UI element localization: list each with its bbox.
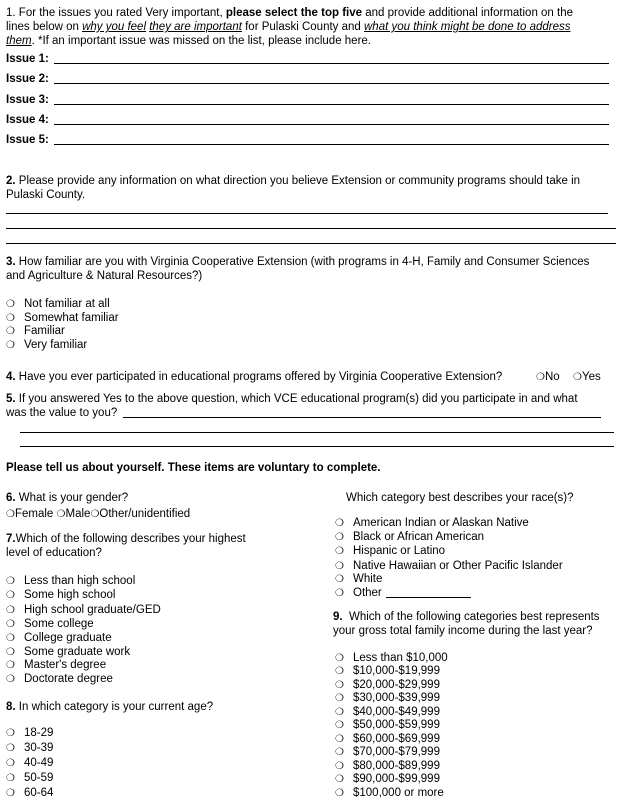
q9-number: 9. bbox=[333, 611, 343, 623]
issue-2-line[interactable] bbox=[54, 83, 609, 84]
q6-number: 6. bbox=[6, 492, 16, 504]
demographics-heading: Please tell us about yourself. These items are voluntary to complete. bbox=[6, 462, 381, 474]
race-option[interactable]: ❍ Black or African American bbox=[335, 531, 485, 543]
q2-text: 2. Please provide any information on what direction you believe Extension or community programs should take in Pulaski County. bbox=[6, 175, 581, 201]
race-option[interactable]: ❍ Hispanic or Latino bbox=[335, 545, 446, 557]
issue-2-label: Issue 2: bbox=[6, 73, 49, 85]
radio-circle-icon[interactable]: ❍ bbox=[6, 743, 15, 754]
q4-text: 4. Have you ever participated in educational programs offered by Virginia Cooperative Extension? bbox=[6, 371, 503, 383]
q7-option[interactable]: ❍ College graduate bbox=[6, 632, 112, 644]
q1-number: 1. bbox=[6, 7, 16, 19]
q4-option-yes[interactable]: ❍Yes bbox=[573, 371, 601, 383]
radio-circle-icon[interactable]: ❍ bbox=[335, 680, 344, 691]
radio-circle-icon[interactable]: ❍ bbox=[6, 576, 15, 587]
radio-circle-icon[interactable]: ❍ bbox=[335, 653, 344, 664]
q7-number: 7. bbox=[6, 533, 16, 545]
q8-option[interactable]: ❍ 50-59 bbox=[6, 772, 54, 784]
radio-circle-icon[interactable]: ❍ bbox=[335, 707, 344, 718]
radio-circle-icon[interactable]: ❍ bbox=[6, 299, 15, 310]
q7-option[interactable]: ❍ Master's degree bbox=[6, 659, 107, 671]
q8-option[interactable]: ❍ 40-49 bbox=[6, 757, 54, 769]
q6-option-female[interactable]: ❍Female bbox=[6, 508, 54, 520]
radio-circle-icon[interactable]: ❍ bbox=[6, 590, 15, 601]
q8-number: 8. bbox=[6, 701, 16, 713]
race-question: Which category best describes your race(s)? bbox=[346, 492, 574, 504]
radio-circle-icon[interactable]: ❍ bbox=[335, 734, 344, 745]
radio-circle-icon[interactable]: ❍ bbox=[6, 660, 15, 671]
q9-option[interactable]: ❍ $80,000-$89,999 bbox=[335, 760, 440, 772]
q9-option[interactable]: ❍ $90,000-$99,999 bbox=[335, 773, 440, 785]
radio-circle-icon[interactable]: ❍ bbox=[6, 619, 15, 630]
q9-option[interactable]: ❍ $50,000-$59,999 bbox=[335, 719, 440, 731]
radio-circle-icon[interactable]: ❍ bbox=[6, 326, 15, 337]
issue-4-label: Issue 4: bbox=[6, 114, 49, 126]
q5-answer-line-3[interactable] bbox=[20, 446, 614, 447]
radio-circle-icon[interactable]: ❍ bbox=[6, 773, 15, 784]
q6-option-other[interactable]: ❍Other/unidentified bbox=[90, 508, 191, 520]
radio-circle-icon[interactable]: ❍ bbox=[6, 674, 15, 685]
q3-option[interactable]: ❍ Very familiar bbox=[6, 339, 88, 351]
q7-option[interactable]: ❍ Some high school bbox=[6, 589, 116, 601]
race-option[interactable]: ❍ White bbox=[335, 573, 383, 585]
radio-circle-icon[interactable]: ❍ bbox=[335, 720, 344, 731]
q7-option[interactable]: ❍ Some college bbox=[6, 618, 94, 630]
q8-option[interactable]: ❍ 60-64 bbox=[6, 787, 54, 799]
q5-number: 5. bbox=[6, 393, 16, 405]
q1-text: 1. For the issues you rated Very important, please select the top five and provide additional information on the lines below on why you feel they are important for Pulaski County and what you think might be done to address them. *If an important issue was missed on the list, please include here. bbox=[6, 7, 574, 47]
race-option[interactable]: ❍ Native Hawaiian or Other Pacific Islander bbox=[335, 560, 563, 572]
radio-circle-icon[interactable]: ❍ bbox=[56, 509, 66, 520]
radio-circle-icon[interactable]: ❍ bbox=[335, 693, 344, 704]
radio-circle-icon[interactable]: ❍ bbox=[90, 509, 100, 520]
race-option-other[interactable]: ❍ Other bbox=[335, 587, 382, 599]
q8-option[interactable]: ❍ 18-29 bbox=[6, 727, 54, 739]
issue-1-line[interactable] bbox=[54, 63, 609, 64]
radio-circle-icon[interactable]: ❍ bbox=[6, 633, 15, 644]
q3-option[interactable]: ❍ Familiar bbox=[6, 325, 65, 337]
radio-circle-icon[interactable]: ❍ bbox=[6, 788, 15, 799]
q7-text: 7.Which of the following describes your highest level of education? bbox=[6, 533, 246, 559]
issue-3-line[interactable] bbox=[54, 104, 609, 105]
q3-option[interactable]: ❍ Somewhat familiar bbox=[6, 312, 119, 324]
q6-text: 6. What is your gender? bbox=[6, 492, 129, 504]
radio-circle-icon[interactable]: ❍ bbox=[335, 532, 344, 543]
q9-option[interactable]: ❍ $40,000-$49,999 bbox=[335, 706, 440, 718]
radio-circle-icon[interactable]: ❍ bbox=[6, 605, 15, 616]
radio-circle-icon[interactable]: ❍ bbox=[335, 518, 344, 529]
q9-option[interactable]: ❍ $10,000-$19,999 bbox=[335, 665, 440, 677]
radio-circle-icon[interactable]: ❍ bbox=[6, 758, 15, 769]
q7-option[interactable]: ❍ High school graduate/GED bbox=[6, 604, 161, 616]
radio-circle-icon[interactable]: ❍ bbox=[6, 728, 15, 739]
q9-text: 9. Which of the following categories best represents your gross total family income during the last year? bbox=[333, 611, 600, 637]
race-other-line[interactable] bbox=[386, 597, 471, 598]
radio-circle-icon[interactable]: ❍ bbox=[6, 340, 15, 351]
issue-1-label: Issue 1: bbox=[6, 53, 49, 65]
issue-3-label: Issue 3: bbox=[6, 94, 49, 106]
q9-option[interactable]: ❍ $30,000-$39,999 bbox=[335, 692, 440, 704]
radio-circle-icon[interactable]: ❍ bbox=[335, 788, 344, 799]
issue-5-label: Issue 5: bbox=[6, 134, 49, 146]
q7-option[interactable]: ❍ Some graduate work bbox=[6, 646, 131, 658]
q8-text: 8. In which category is your current age? bbox=[6, 701, 214, 713]
q9-option[interactable]: ❍ $70,000-$79,999 bbox=[335, 746, 440, 758]
issue-5-line[interactable] bbox=[54, 144, 609, 145]
radio-circle-icon[interactable]: ❍ bbox=[6, 509, 15, 520]
radio-circle-icon[interactable]: ❍ bbox=[335, 747, 344, 758]
radio-circle-icon[interactable]: ❍ bbox=[573, 372, 582, 383]
radio-circle-icon[interactable]: ❍ bbox=[536, 372, 545, 383]
q9-option[interactable]: ❍ $60,000-$69,999 bbox=[335, 733, 440, 745]
q5-text: 5. If you answered Yes to the above question, which VCE educational program(s) did you participate in and what was the value to you? bbox=[6, 393, 578, 419]
radio-circle-icon[interactable]: ❍ bbox=[335, 666, 344, 677]
q2-answer-line-3[interactable] bbox=[6, 243, 616, 244]
radio-circle-icon[interactable]: ❍ bbox=[335, 774, 344, 785]
q4-number: 4. bbox=[6, 371, 16, 383]
radio-circle-icon[interactable]: ❍ bbox=[335, 574, 344, 585]
q2-answer-line-1[interactable] bbox=[6, 213, 608, 214]
q7-option[interactable]: ❍ Less than high school bbox=[6, 575, 136, 587]
q3-option[interactable]: ❍ Not familiar at all bbox=[6, 298, 110, 310]
q5-answer-line-1[interactable] bbox=[123, 417, 601, 418]
q6-options bbox=[6, 507, 190, 522]
radio-circle-icon[interactable]: ❍ bbox=[335, 761, 344, 772]
radio-circle-icon[interactable]: ❍ bbox=[335, 588, 344, 599]
q4-option-no[interactable]: ❍No bbox=[536, 371, 560, 383]
q2-answer-line-2[interactable] bbox=[6, 228, 616, 229]
q9-option[interactable]: ❍ $20,000-$29,999 bbox=[335, 679, 440, 691]
q9-option[interactable]: ❍ $100,000 or more bbox=[335, 787, 444, 799]
q2-number: 2. bbox=[6, 175, 16, 187]
q9-option[interactable]: ❍ Less than $10,000 bbox=[335, 652, 448, 664]
radio-circle-icon[interactable]: ❍ bbox=[6, 313, 15, 324]
radio-circle-icon[interactable]: ❍ bbox=[6, 647, 15, 658]
q3-number: 3. bbox=[6, 256, 16, 268]
radio-circle-icon[interactable]: ❍ bbox=[335, 561, 344, 572]
q7-option[interactable]: ❍ Doctorate degree bbox=[6, 673, 113, 685]
q3-text: 3. How familiar are you with Virginia Cooperative Extension (with programs in 4-H, Family and Consumer Sciences and Agriculture & Natural Resources?) bbox=[6, 256, 590, 282]
radio-circle-icon[interactable]: ❍ bbox=[335, 546, 344, 557]
q6-option-male[interactable]: ❍Male bbox=[56, 508, 91, 520]
q5-answer-line-2[interactable] bbox=[20, 432, 614, 433]
race-option[interactable]: ❍ American Indian or Alaskan Native bbox=[335, 517, 529, 529]
issue-4-line[interactable] bbox=[54, 124, 609, 125]
q8-option[interactable]: ❍ 30-39 bbox=[6, 742, 54, 754]
